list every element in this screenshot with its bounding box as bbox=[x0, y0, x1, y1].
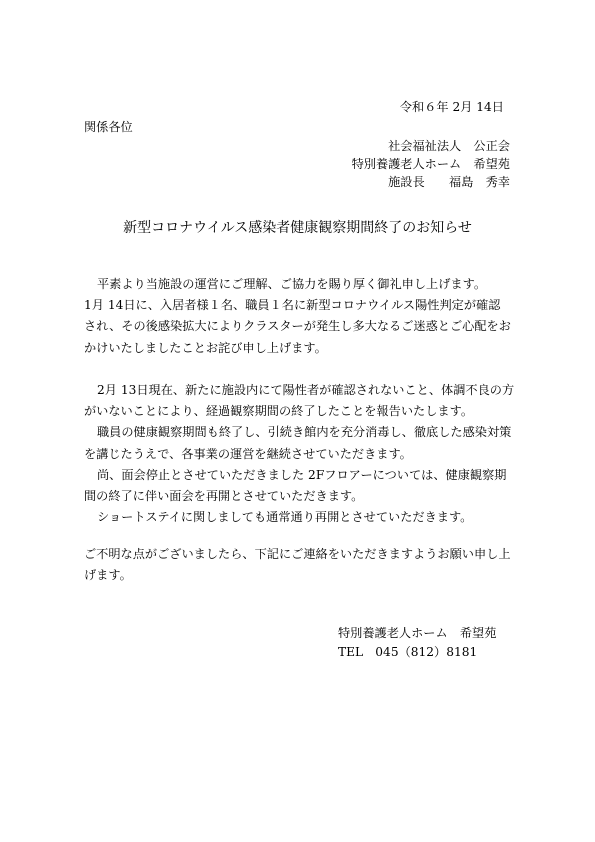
body-line: 尚、面会停止とさせていただきました 2Fフロアーについては、健康観察期 bbox=[97, 468, 507, 482]
body-line: を講じたうえで、各事業の運営を継続させていただきます。 bbox=[84, 447, 412, 461]
body-line: かけいたしましたことお詫び申し上げます。 bbox=[84, 341, 327, 355]
body-line: され、その後感染拡大によりクラスターが発生し多大なるご迷惑とご心配をお bbox=[84, 319, 511, 333]
sender-corporation: 社会福祉法人 公正会 bbox=[388, 139, 510, 153]
addressee: 関係各位 bbox=[84, 120, 133, 134]
body-line: ショートステイに関しましても通常通り再開とさせていただきます。 bbox=[97, 510, 473, 524]
body-line: 間の終了に伴い面会を再開とさせていただきます。 bbox=[84, 489, 364, 503]
contact-phone: TEL 045（812）8181 bbox=[338, 645, 478, 659]
sender-facility: 特別養護老人ホーム 希望苑 bbox=[351, 157, 510, 171]
document-title: 新型コロナウイルス感染者健康観察期間終了のお知らせ bbox=[123, 220, 472, 236]
body-line: げます。 bbox=[84, 568, 132, 582]
body-line: ご不明な点がございましたら、下記にご連絡をいただきますようお願い申し上 bbox=[84, 547, 511, 561]
sender-director: 施設長 福島 秀幸 bbox=[388, 175, 510, 189]
contact-facility: 特別養護老人ホーム 希望苑 bbox=[338, 626, 497, 640]
body-line: がいないことにより、経過観察期間の終了したことを報告いたします。 bbox=[84, 404, 474, 418]
body-line: 1月 14日に、入居者様１名、職員１名に新型コロナウイルス陽性判定が確認 bbox=[84, 298, 501, 312]
body-line: 2月 13日現在、新たに施設内にて陽性者が確認されないこと、体調不良の方 bbox=[97, 383, 515, 397]
body-line: 職員の健康観察期間も終了し、引続き館内を充分消毒し、徹底した感染対策 bbox=[97, 425, 512, 439]
body-line: 平素より当施設の運営にご理解、ご協力を賜り厚く御礼申し上げます。 bbox=[97, 277, 487, 291]
date: 令和６年 2月 14日 bbox=[399, 100, 504, 114]
